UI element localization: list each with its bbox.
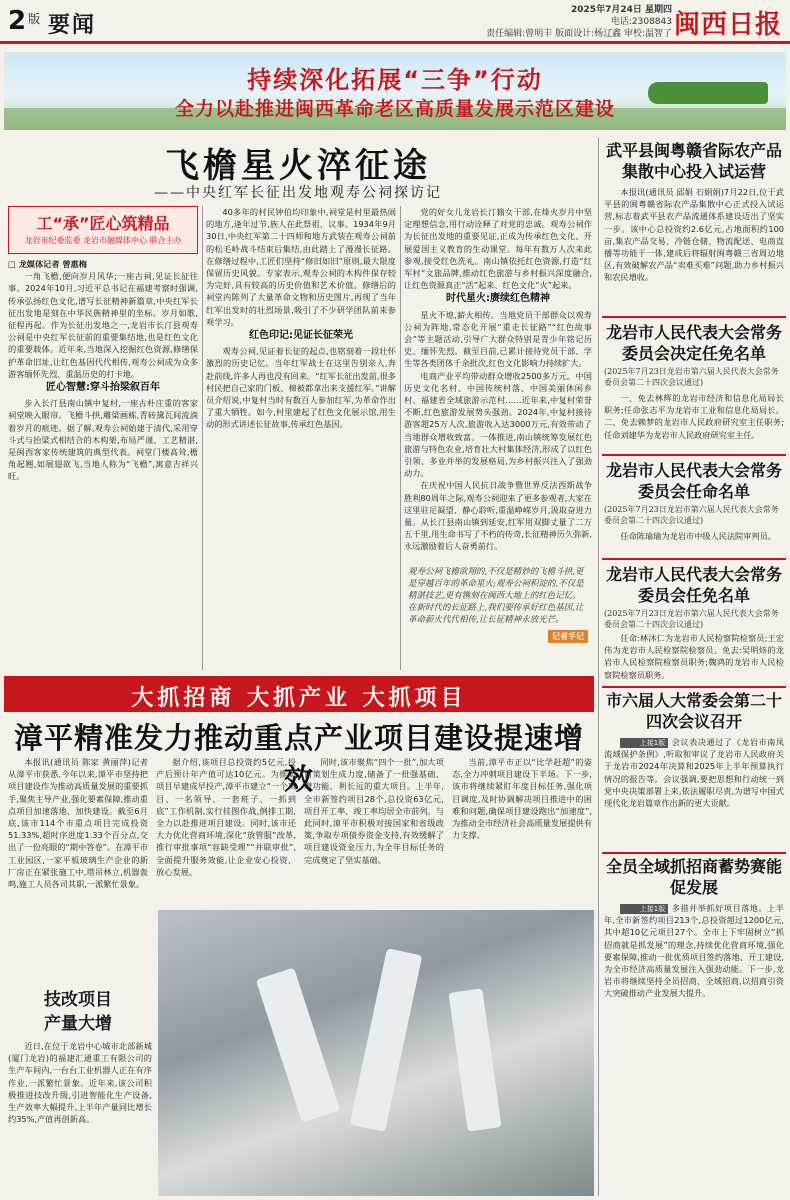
robot-arm-shape [350,948,423,1132]
robot-arm-shape [256,967,340,1122]
top-banner [4,52,786,130]
factory-robot-photo [158,910,594,1196]
lead-paragraph: 党的好女儿龙岩长汀籍女干部,在烽火岁月中坚定理想信念,用行动诠释了对党的忠诚。观寿公祠作为长征出发地的重要见证,正成为传承红色文化、开展爱国主义教育的生动课堂。每年有数万人次来此参观,接受红色洗礼。南山镇依托红色资源,打造“红军村”文旅品牌,推动红色旅游与乡村振兴深度融合,让红色资源真正“活”起来、红色文化“火”起来。 [404,207,592,291]
right-story-paragraph: 多措并举抓好项目落地。上半年,全市新签约项目213个,总投资超过1200亿元,其中超10亿元项目27个。全市上下牢固树立“抓招商就是抓发展”的理念,持续优化营商环境,强化要素保障,推动一批优质项目签约落地、开工建设,为全市经济高质量发展注入强劲动能。下一步,龙岩市将继续坚持全员招商、全域招商,以招商引资大突破推动产业发展大提升。 [604,903,784,999]
right-story-paragraph: 一、免去林辉的龙岩市经济和信息化局局长职务;任命张志平为龙岩市工业和信息化局局长。二、免去赖梦的龙岩市人民政府研究室主任职务;任命刘建华为龙岩市人民政府研究室主任。 [604,393,784,440]
right-story-5-body [604,736,784,848]
continued-tag: 上接1版 [620,738,668,748]
newspaper-logo: 闽西日报 [673,10,782,40]
right-story-3-title: 龙岩市人民代表大会常务委员会任命名单 [605,461,782,501]
right-story-2-title: 龙岩市人民代表大会常务委员会决定任免名单 [605,323,782,363]
page-number: 2 $^版$ [8,6,41,36]
lead-paragraph: 星火不熄,薪火相传。当地党员干部群众以观寿公祠为阵地,常态化开展“重走长征路”“红色故事会”等主题活动,引导广大群众特别是青少年铭记历史、缅怀先烈。截至目前,已累计接待党员干部、学生等各类团体千余批次,红色文化影响力持续扩大。 [404,309,592,369]
robot-arm-shape [448,988,501,1131]
projects-column-1 [8,756,148,906]
column-badge-title: 工“承”匠心筑精品 [36,214,170,233]
right-story-6-body [604,902,784,1196]
photo-caption-text [8,1040,152,1196]
lead-column-1 [8,258,198,670]
photo-caption-paragraph: 近日,在位于龙岩中心城市北部新城(厦门龙岩)的福建汇通重工有限公司的生产车间内,一台台工业机器人正在有序作业,一派繁忙景象。近年来,该公司积极推进技改升级,引进智能化生产设备,生产效率大幅提升,上半年产量同比增长约35%,产值再创新高。 [8,1041,152,1125]
right-story-2-body [604,392,784,448]
right-story-4-body [604,632,784,680]
lead-article-title: 飞檐星火淬征途 [165,146,431,186]
right-story-1-body [604,186,784,310]
banner-line-1: 持续深化拓展“三争”行动 [247,66,543,94]
lead-paragraph: 一角飞檐,便向岁月风华;一座古祠,见证长征往事。2024年10月,习近平总书记在福建考察时强调,传承弘扬红色文化,谱写长征精神新篇章,中央红军长征出发地是刻在中华民族精神里的坐标。岁月如歌,征程再起。作为长征出发地之一,龙岩市长汀县观寿公祠是中央红军长征前的重要集结地,也是红色文化的重要载体。近年来,当地深入挖掘红色资源,修缮保护革命旧址,让红色基因代代相传,观寿公祠成为众多游客缅怀先烈、重温历史的打卡地。 [8,271,198,379]
lead-column-3 [404,206,592,556]
right-story-1-title: 武平县闽粤赣省际农产品集散中心投入试运营 [605,141,782,181]
reporter-note [404,562,592,666]
banner-line-2: 全力以赴推进闽西革命老区高质量发展示范区建设 [174,98,615,120]
lead-subheading: 匠心智慧:穿斗抬梁叙百年 [46,382,160,394]
projects-column-4 [452,756,592,906]
lead-subheading: 红色印记:见证长征荣光 [249,330,353,342]
projects-paragraph: 据介绍,该项目总投资约5亿元,投产后预计年产值可达10亿元。为推动项目早建成早投产,漳平市建立“一个项目、一名领导、一套班子、一抓到底”工作机制,实行挂图作战,倒排工期,全力以赴推进项目建设。同时,该市还大力优化营商环境,深化“放管服”改革,推行审批事项“容缺受理”“并联审批”,全面提升服务效能,让企业安心投资、放心发展。 [156,757,296,877]
right-story-paragraph: 任命陈瑜瑜为龙岩市中级人民法院审判员。 [620,531,776,541]
projects-column-3 [304,756,444,906]
projects-paragraph: 本报讯(通讯员 陈家 黄丽萍)记者从漳平市获悉,今年以来,漳平市坚持把项目建设作为推动高质量发展的重要抓手,聚焦主导产业,强化要素保障,推动重点项目加速落地、加快建设。截至6月底,该市114个市重点项目完成投资51.33%,超时序进度1.33个百分点,交出了一份亮眼的“期中答卷”。在漳平市工业园区,一家平板玻璃生产企业的新厂房正在紧张施工中,塔吊林立,机器轰鸣,施工人员各司其职,一派繁忙景象。 [8,757,148,890]
projects-title: 漳平精准发力推动重点产业项目建设提速增效 [13,721,584,796]
lead-article-subtitle: ——中央红军长征出发地观寿公祠探访记 [154,185,442,201]
right-story-4-note: (2025年7月23日龙岩市第六届人民代表大会常务委员会第二十四次会议通过) [604,609,779,629]
column-badge-sponsors: 龙岩市纪委监委 龙岩市融媒体中心 联合主办 [24,236,182,245]
divider [602,558,786,560]
right-story-paragraph: 会议表决通过了《龙岩市南凤流域保护条例》,听取和审议了龙岩市人民政府关于龙岩市2024年决算和2025年上半年预算执行情况的报告等。会议强调,要把思想和行动统一到党中央决策部署上来,依法履职尽责,为谱写中国式现代化龙岩篇章作出新的更大贡献。 [604,737,784,809]
lead-byline: □ 龙媒体记者 曾惠梅 [8,259,87,269]
right-story-5-title: 市六届人大常委会第二十四次会议召开 [605,691,782,731]
column-badge [8,206,198,254]
date-line: 2025年7月24日 星期四 [571,5,672,15]
lead-subheading: 时代星火:赓续红色精神 [446,293,550,305]
section-title: 要闻 [48,13,97,38]
tel-line: 电话:2308843 [610,17,672,27]
projects-paragraph: 同时,该市聚焦“四个一批”,加大项目策划生成力度,储备了一批强基础、增功能、利长远的重大项目。上半年,全市新签约项目28个,总投资63亿元,项目开工率、竣工率均居全市前列。与此同时,漳平市积极对接国家和省级政策,争取专项债券资金支持,有效缓解了项目建设资金压力,为全年目标任务的完成奠定了坚实基础。 [304,757,444,865]
projects-column-2 [156,756,296,906]
right-story-4-title: 龙岩市人民代表大会常务委员会任免名单 [605,565,782,605]
photo-caption-title: 技改项目 产量大增 [44,990,112,1034]
continued-tag: 上接1版 [620,904,668,914]
column-divider [400,206,401,670]
page-suffix: 版 [28,12,41,26]
reporter-note-text: 观寿公祠飞檐欲翔的,不仅是精妙的飞檐斗拱,更是穿越百年的革命星火;观寿公祠积淀的,不仅是精湛技艺,更有镌刻在闽西大地上的红色记忆。在新时代的长征路上,我们要传承好红色基因,让革命薪火代代相传,让长征精神永放光芒。 [408,567,584,625]
lead-paragraph: 观寿公祠,见证着长征的起点,也铭刻着一段壮怀激烈的历史记忆。当年红军战士在这里告别亲人,奔赴前线,许多人再也没有回来。“红军长征出发前,很多村民把自己家的门板、棉被都拿出来支援红军。”讲解员介绍说,中复村当时有数百人参加红军,为革命作出了重大牺牲。如今,村里建起了红色文化展示馆,用生动的形式讲述长征故事,传承红色基因。 [206,346,396,430]
editors-line: 责任编辑:曾明丰 版面设计:杨辽鑫 审校:温智了 [486,29,672,39]
right-story-paragraph: 本报讯(通讯员 邱娟 石娟娟)7月22日,位于武平县的闽粤赣省际农产品集散中心正式投入试运营,标志着武平县农产品流通体系建设迈出了坚实一步。该中心总投资约2.6亿元,占地面积约100亩,集农产品交易、冷链仓储、物流配送、电商直播等功能于一体,建成后将辐射闽粤赣三省周边地区,有效破解农产品“卖难买难”问题,助力乡村振兴和农民增收。 [604,187,784,283]
divider [602,686,786,688]
lead-paragraph: 40多年的村民钟伯均印象中,祠堂是村里最热闹的地方,逢年过节,族人在此祭祖、议事。1934年9月30日,中央红军第二十四师和地方武装在观寿公祠前的松毛岭战斗结束后集结,由此踏上了漫漫长征路。在修缮过程中,工匠们坚持“修旧如旧”原则,最大限度保留历史风貌。专家表示,观寿公祠的木构件保存较为完好,具有较高的历史价值和艺术价值。修缮后的祠堂内陈列了大量革命文物和历史图片,再现了当年红军出发时的壮烈场景,吸引了不少研学团队前来参观学习。 [206,207,396,327]
masthead [0,0,790,44]
masthead-meta [452,4,672,40]
reporter-note-tag: 记者手记 [548,630,588,643]
right-story-2-note: (2025年7月23日龙岩市第六届人民代表大会常务委员会第二十四次会议通过) [604,367,779,387]
divider [602,454,786,456]
divider [602,852,786,854]
lead-paragraph: 步入长汀县南山镇中复村,一座古朴庄重的客家祠堂映入眼帘。飞檐斗拱,雕梁画栋,青砖黛瓦间流淌着岁月的痕迹。据了解,观寿公祠始建于清代,采用穿斗式与抬梁式相结合的木构架,布局严谨、工艺精湛,是闽西客家传统建筑的典型代表。祠堂门楼高耸,檐角起翘,如展翅欲飞,当地人称为“飞檐”,寓意吉祥兴旺。 [8,398,198,482]
right-story-3-body [604,530,784,550]
right-story-3-note: (2025年7月23日龙岩市第六届人民代表大会常务委员会第二十四次会议通过) [604,505,779,525]
divider [602,316,786,318]
right-story-6-title: 全员全域抓招商蓄势赛能促发展 [605,857,782,897]
lead-column-2 [206,206,396,670]
right-story-paragraph: 任命:林沐仁为龙岩市人民检察院检察员;王宏伟为龙岩市人民检察院检察员。免去:吴明炜的龙岩市人民检察院检察员职务;魏鸿的龙岩市人民检察院检察员职务。 [604,633,784,680]
lead-paragraph: 在庆祝中国人民抗日战争暨世界反法西斯战争胜利80周年之际,观寿公祠迎来了更多参观者,大家在这里驻足凝望、静心聆听,重温峥嵘岁月,汲取奋进力量。从长汀县南山镇到延安,红军用双脚丈量了二万五千里,用生命书写了不朽的传奇,长征精神历久弥新,永远激励着后人奋勇前行。 [404,480,592,552]
column-divider [202,206,203,670]
projects-paragraph: 当前,漳平市正以“比学赶超”的姿态,全力冲刺项目建设下半场。下一步,该市将继续紧盯年度目标任务,强化项目调度,及时协调解决项目推进中的困难和问题,确保项目建设跑出“加速度”,为推动全市经济社会高质量发展提供有力支撑。 [452,757,592,841]
right-column-divider [598,138,599,1196]
projects-banner [4,676,594,712]
projects-banner-text: 大抓招商 大抓产业 大抓项目 [131,686,467,711]
lead-paragraph: 电商产业平均带动群众增收2500多万元。中国历史文化名村、中国传统村落、中国美丽休闲乡村、福建省全域旅游示范村……近年来,中复村荣誉不断,红色旅游发展势头强劲。2024年,中复村接待游客超25万人次,旅游收入达3000万元,有效带动了当地群众增收致富。一体推进,南山镇统筹发展红色旅游与特色农业,培育壮大村集体经济,形成了以红色引领、多业并举的发展格局,为乡村振兴注入了强劲动力。 [404,370,592,479]
